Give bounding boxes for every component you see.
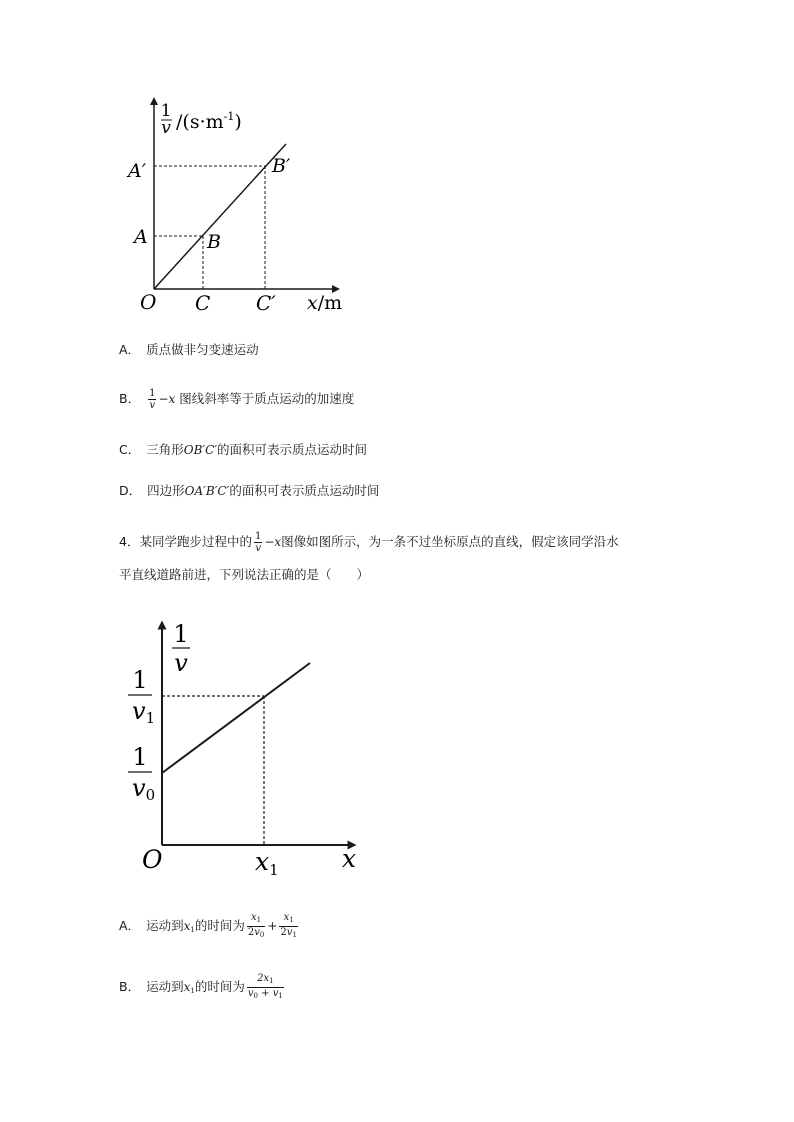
tick-v1-sub: 1 bbox=[145, 709, 156, 727]
den-var: v bbox=[254, 927, 260, 938]
fraction-denominator bbox=[247, 927, 266, 941]
question-math: −x bbox=[264, 535, 282, 549]
option-var bbox=[184, 980, 195, 994]
q3-option-d bbox=[119, 481, 379, 501]
y-label-numerator: 1 bbox=[173, 620, 189, 648]
num-var: x bbox=[251, 912, 257, 923]
label-C-prime: C′ bbox=[256, 291, 276, 315]
option-label: B． bbox=[119, 979, 141, 994]
question-4-stem bbox=[119, 531, 619, 554]
tick-v0-numerator: 1 bbox=[132, 743, 148, 771]
option-label: A． bbox=[119, 918, 141, 933]
option-math: −x bbox=[158, 392, 176, 406]
y-unit-text: /(s·m bbox=[176, 111, 224, 133]
option-text: 质点做非匀变速运动 bbox=[146, 342, 259, 357]
fraction-den-var: v bbox=[149, 400, 156, 411]
option-text2: 的时间为 bbox=[194, 979, 245, 994]
fraction-denominator bbox=[254, 543, 262, 554]
label-origin: O bbox=[140, 290, 157, 314]
one-over-v-fraction bbox=[148, 388, 156, 411]
den-var-b: v bbox=[272, 988, 279, 999]
num-sub: 1 bbox=[269, 977, 274, 985]
label-A-prime: A′ bbox=[128, 160, 147, 182]
q3-option-b bbox=[119, 388, 354, 411]
fraction-numerator: 1 bbox=[254, 531, 262, 542]
tick-v1-numerator: 1 bbox=[132, 666, 148, 694]
fraction-numerator bbox=[247, 912, 266, 927]
x-tick-sub: 1 bbox=[269, 861, 279, 879]
x-label-var: x bbox=[307, 292, 318, 314]
figure-1-graph bbox=[110, 95, 360, 325]
label-A: A bbox=[134, 226, 148, 248]
fraction-2x1-over-v0-plus-v1 bbox=[247, 973, 284, 1002]
plus-sign: + bbox=[267, 919, 278, 933]
option-label: C． bbox=[119, 442, 141, 457]
option-text-before: 三角形 bbox=[146, 442, 184, 457]
graph-line bbox=[162, 663, 310, 773]
option-text2: 的时间为 bbox=[194, 918, 245, 933]
fraction-numerator bbox=[279, 912, 298, 927]
tick-v0-sub: 0 bbox=[145, 786, 156, 804]
option-text: 运动到 bbox=[146, 918, 184, 933]
option-text: 运动到 bbox=[146, 979, 184, 994]
option-var-letter: x bbox=[183, 919, 191, 933]
option-text: 的面积可表示质点运动时间 bbox=[217, 442, 368, 457]
y-label-numerator: 1 bbox=[160, 101, 172, 121]
label-B-prime: B′ bbox=[272, 155, 291, 177]
fraction-den-var: v bbox=[255, 543, 261, 554]
tick-v0-denominator bbox=[132, 774, 155, 804]
figure-2-svg bbox=[120, 615, 370, 885]
den-sub: 1 bbox=[292, 931, 297, 939]
num-var: x bbox=[283, 912, 290, 923]
fraction-denominator bbox=[279, 927, 298, 941]
one-over-v-fraction bbox=[254, 531, 262, 554]
fraction-x1-over-2v1 bbox=[279, 912, 298, 941]
option-label: D． bbox=[119, 483, 142, 498]
option-var bbox=[184, 919, 195, 933]
option-text: 的面积可表示质点运动时间 bbox=[229, 483, 380, 498]
option-text: 图线斜率等于质点运动的加速度 bbox=[179, 391, 355, 406]
num-var: 2x bbox=[257, 973, 270, 984]
den-plus: + bbox=[257, 988, 273, 999]
question-number: 4． bbox=[119, 534, 140, 549]
q3-option-a bbox=[119, 340, 259, 360]
den-coef: 2 bbox=[280, 927, 287, 938]
option-var-sub: 1 bbox=[190, 926, 195, 934]
figure-1-svg bbox=[110, 95, 360, 325]
x-label bbox=[307, 292, 342, 314]
num-sub: 1 bbox=[289, 916, 294, 924]
option-text-before: 四边形 bbox=[147, 483, 185, 498]
den-sub: 0 bbox=[259, 931, 265, 939]
label-origin: O bbox=[142, 845, 163, 874]
option-var-sub: 1 bbox=[190, 987, 195, 995]
x-axis-label: x bbox=[342, 844, 357, 873]
label-B: B bbox=[207, 231, 221, 253]
den-var-a: v bbox=[247, 988, 254, 999]
y-label-unit bbox=[176, 110, 242, 133]
q4-option-b bbox=[119, 973, 286, 1002]
fraction-denominator bbox=[148, 400, 156, 411]
tick-v0-var: v bbox=[132, 774, 146, 802]
fraction-denominator bbox=[247, 988, 284, 1002]
fraction-numerator bbox=[247, 973, 284, 988]
option-var-letter: x bbox=[183, 980, 191, 994]
q3-option-c bbox=[119, 440, 367, 460]
figure-2-graph bbox=[120, 615, 370, 885]
y-unit-close: ) bbox=[234, 111, 242, 133]
question-text-after: 图像如图所示，为一条不过坐标原点的直线，假定该同学沿水 bbox=[281, 534, 619, 549]
option-math: OA′B′C′ bbox=[184, 484, 230, 498]
y-label-denominator: v bbox=[174, 649, 188, 677]
question-text-line2: 平直线道路前进，下列说法正确的是（ ） bbox=[119, 567, 370, 582]
label-C: C bbox=[195, 291, 211, 315]
tick-v1-denominator bbox=[132, 697, 155, 727]
tick-v1-var: v bbox=[132, 697, 146, 725]
den-var: v bbox=[286, 927, 293, 938]
q4-option-a bbox=[119, 912, 300, 941]
x-tick-var: x bbox=[255, 847, 270, 876]
y-label-denominator: v bbox=[161, 118, 171, 138]
option-math: OB′C′ bbox=[183, 443, 218, 457]
fraction-x1-over-2v0 bbox=[247, 912, 266, 941]
fraction-numerator: 1 bbox=[149, 388, 156, 399]
y-unit-exponent: -1 bbox=[223, 110, 235, 123]
question-text-before: 某同学跑步过程中的 bbox=[139, 534, 252, 549]
num-sub: 1 bbox=[256, 916, 262, 924]
x-tick-label bbox=[255, 847, 279, 879]
den-sub-a: 0 bbox=[253, 992, 258, 1000]
question-4-stem-line2 bbox=[119, 565, 369, 585]
den-sub-b: 1 bbox=[278, 992, 283, 1000]
option-label: B． bbox=[119, 391, 141, 406]
den-coef: 2 bbox=[247, 927, 255, 938]
option-label: A． bbox=[119, 342, 141, 357]
x-label-unit: /m bbox=[317, 292, 343, 314]
